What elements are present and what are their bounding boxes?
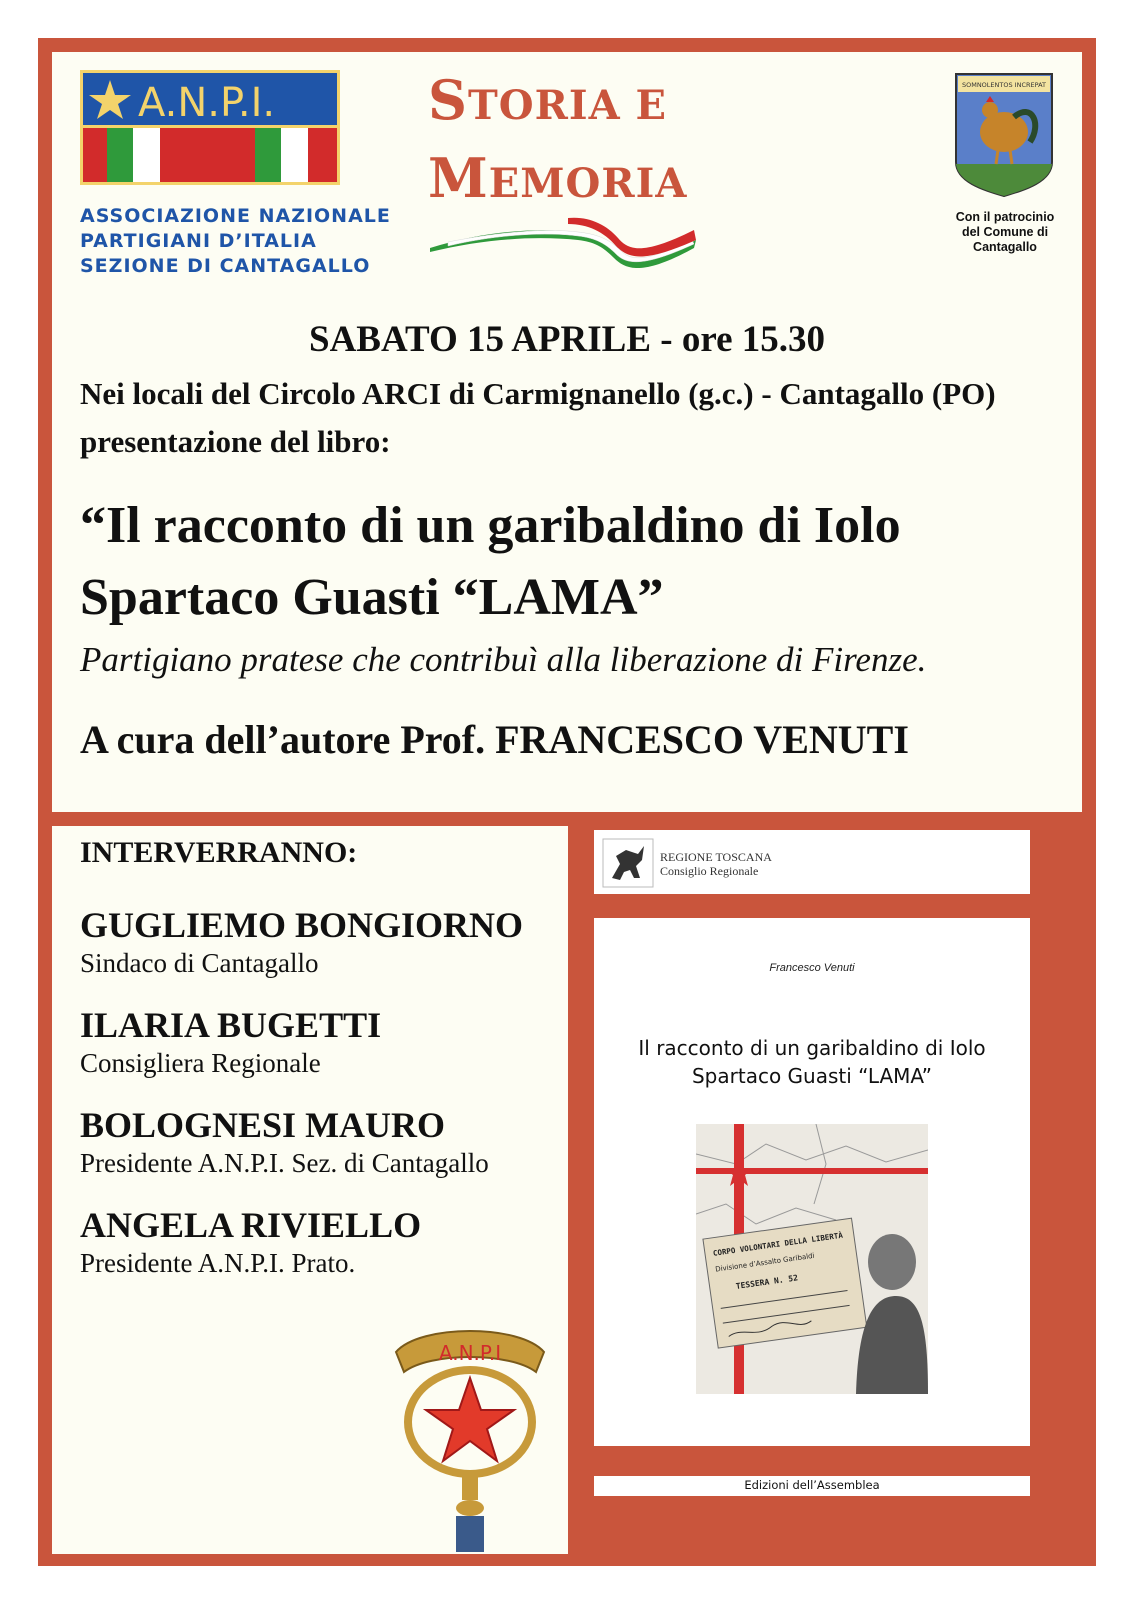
speaker-role: Presidente A.N.P.I. Sez. di Cantagallo: [80, 1148, 489, 1178]
rooster-icon: [980, 112, 1028, 152]
book-subtitle: Partigiano pratese che contribuì alla liberazione di Firenze.: [80, 640, 927, 679]
pegasus-icon: [602, 838, 654, 888]
book-cover-image: [696, 1124, 928, 1394]
regione-line: Consiglio Regionale: [660, 864, 759, 878]
tricolor-ribbon-icon: [428, 210, 698, 280]
publisher-name: Edizioni dell’Assemblea: [744, 1478, 880, 1492]
speaker-role: Presidente A.N.P.I. Prato.: [80, 1248, 356, 1278]
anpi-line: PARTIGIANI D’ITALIA: [80, 230, 317, 252]
patronage-line: Con il patrocinio: [955, 210, 1055, 224]
speaker-role: Sindaco di Cantagallo: [80, 948, 319, 978]
book-cover-title: [594, 1034, 1030, 1090]
card-text: CORPO VOLONTARI DELLA LIBERTÀ: [712, 1230, 844, 1258]
card-text: Divisione d’Assalto Garibaldi: [714, 1251, 816, 1274]
book-cover-title-line: Il racconto di un garibaldino di Iolo: [638, 1036, 986, 1060]
anpi-logo: [80, 70, 340, 185]
speaker-name: BOLOGNESI MAURO: [80, 1105, 446, 1145]
title-rest: TORIA E: [468, 82, 668, 129]
book-curator: A cura dell’autore Prof. FRANCESCO VENUTI: [80, 717, 909, 762]
book-title: [80, 490, 1070, 634]
cantagallo-crest: [954, 72, 1054, 197]
title-cap: S: [428, 68, 468, 132]
card-text: TESSERA N. 52: [735, 1273, 799, 1291]
book-title-line: “Il racconto di un garibaldino di Iolo: [80, 497, 901, 554]
speaker-name: ILARIA BUGETTI: [80, 1005, 382, 1045]
anpi-line: SEZIONE DI CANTAGALLO: [80, 255, 371, 277]
anpi-logo-text: A.N.P.I.: [138, 80, 276, 126]
event-date: SABATO 15 APRILE - ore 15.30: [309, 319, 825, 360]
event-venue: Nei locali del Circolo ARCI di Carmignanello (g.c.) - Cantagallo (PO): [80, 376, 996, 411]
book-title-line: Spartaco Guasti “LAMA”: [80, 569, 664, 626]
anpi-badge-icon: [380, 1312, 560, 1552]
title-rest: EMORIA: [488, 160, 688, 207]
speaker-role: Consigliera Regionale: [80, 1048, 321, 1078]
speaker-item: [80, 1204, 560, 1280]
patronage-line: Cantagallo: [973, 240, 1037, 254]
anpi-line: ASSOCIAZIONE NAZIONALE: [80, 205, 391, 227]
speakers-heading: INTERVERRANNO:: [80, 836, 358, 869]
speaker-item: [80, 1104, 560, 1180]
event-intro: presentazione del libro:: [80, 424, 391, 459]
speaker-item: [80, 1004, 560, 1080]
patronage-line: del Comune di: [961, 225, 1049, 239]
anpi-association-name: [80, 204, 391, 279]
book-cover-title-line: Spartaco Guasti “LAMA”: [691, 1064, 933, 1088]
speaker-name: ANGELA RIVIELLO: [80, 1205, 422, 1245]
speaker-name: GUGLIEMO BONGIORNO: [80, 905, 524, 945]
speaker-item: [80, 904, 560, 980]
patronage-text: [940, 210, 1070, 255]
badge-text: A.N.P.I: [438, 1341, 502, 1365]
title-cap: M: [428, 146, 489, 210]
regione-text: [660, 850, 772, 878]
red-star-icon: [426, 1378, 514, 1461]
storia-e-memoria-title: [428, 64, 708, 220]
book-cover-author: Francesco Venuti: [769, 962, 855, 974]
regione-line: REGIONE TOSCANA: [660, 850, 772, 864]
crest-motto: SOMNOLENTOS INCREPAT: [961, 81, 1047, 89]
